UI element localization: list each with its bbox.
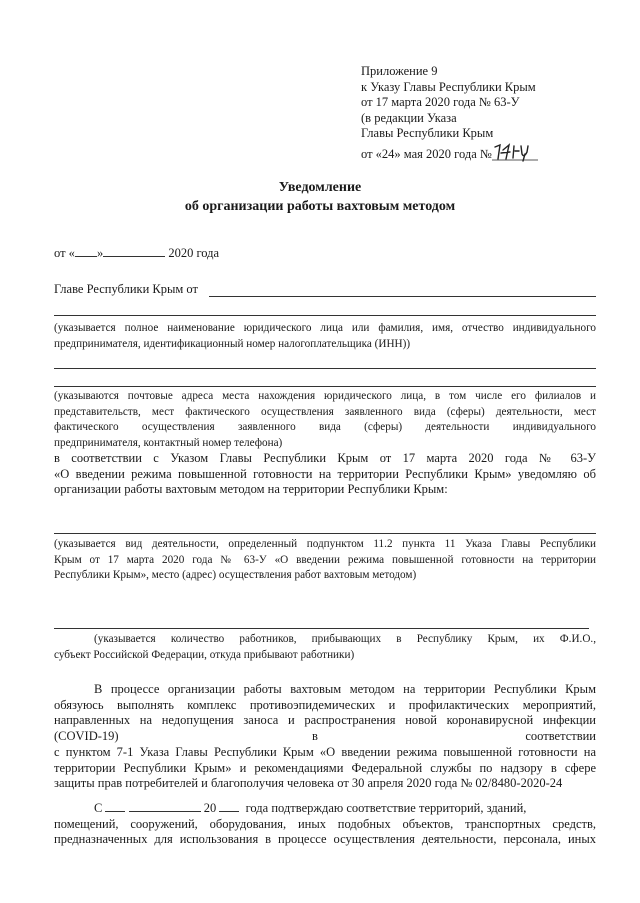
day-blank (75, 256, 97, 257)
annex-line (361, 142, 538, 163)
date-middle: » (96, 246, 104, 260)
note-line: предпринимателя, контактный номер телефона) (54, 436, 283, 449)
note-workers (54, 632, 596, 663)
notification-paragraph (54, 451, 596, 498)
note-activity (54, 537, 596, 584)
paragraph-line: предназначенных для использования в процессе осуществления деятельности, персонала, иных (54, 832, 596, 847)
year-blank (219, 811, 239, 812)
note-line: Крым от 17 марта 2020 года № 63-У «О введении режима повышенной готовности на территории (54, 553, 596, 566)
paragraph-line (54, 729, 596, 745)
document-subtitle: об организации работы вахтовым методом (184, 199, 456, 214)
obligation-paragraph (54, 682, 596, 792)
note-line: предпринимателя, идентификационный номер налогоплательщика (ИНН)) (54, 337, 411, 350)
paragraph-line: «О введении режима повышенной готовности на территории Республики Крым» уведомляю об (54, 466, 596, 481)
note-line: фактического осуществления заявленного вида (сферы) деятельности индивидуального (54, 421, 596, 433)
date-line (54, 246, 219, 261)
note-line: (указывается полное наименование юридического лица или фамилия, имя, отчество индивидуального (54, 322, 596, 334)
annex-line-text: от «24» мая 2020 года № (361, 146, 492, 161)
annex-line: Приложение 9 (361, 64, 438, 78)
paragraph-line: обязуюсь выполнять комплекс противоэпидемических и профилактических мероприятий, (54, 697, 596, 712)
fill-line (54, 315, 596, 316)
date-prefix: от « (54, 246, 75, 260)
note-legal-entity (54, 321, 596, 352)
paragraph-word: С (94, 801, 103, 815)
paragraph-word: (COVID-19) (54, 729, 119, 744)
annex-block (361, 64, 538, 163)
fill-line (54, 533, 596, 534)
note-line: (указываются почтовые адреса места нахождения юридического лица, в том числе его филиалов и (54, 390, 596, 402)
paragraph-line: в соответствии с Указом Главы Республики Крым от 17 марта 2020 года № 63-У (54, 451, 596, 465)
date-suffix: 2020 года (165, 246, 220, 260)
annex-line: Главы Республики Крым (361, 126, 494, 141)
month-blank (103, 256, 165, 257)
annex-line: (в редакции Указа (361, 110, 457, 125)
paragraph-line: защиты прав потребителей и благополучия человека от 30 апреля 2020 года № 02/8480-2020-24 (54, 776, 563, 791)
compliance-paragraph (54, 801, 596, 848)
paragraph-line: В процессе организации работы вахтовым методом на территории Республики Крым (94, 682, 596, 696)
document-title: Уведомление (278, 180, 362, 195)
note-line: Республики Крым», место (адрес) осуществления работ вахтовым методом) (54, 569, 417, 581)
note-line: (указывается количество работников, прибывающих в Республику Крым, их Ф.И.О., (94, 633, 596, 645)
day-blank (105, 811, 125, 812)
note-addresses (54, 389, 596, 451)
paragraph-word: 20 (203, 801, 217, 815)
note-line: представительств, мест фактического осуществления заявленного вида (сферы) деятельности, мест (54, 405, 596, 418)
annex-line: к Указу Главы Республики Крым (361, 79, 536, 94)
addressee-label: Главе Республики Крым от (54, 282, 198, 296)
paragraph-line: направленных на недопущения заноса и распространения новой коронавирусной инфекции (54, 713, 596, 728)
paragraph-word: в (312, 729, 318, 744)
paragraph-word: года подтверждаю соответствие территорий, зданий, (245, 801, 527, 815)
note-line: (указывается вид деятельности, определенный подпунктом 11.2 пункта 11 Указа Главы Республики (54, 538, 596, 550)
handwritten-number-mark (492, 142, 538, 162)
annex-line: от 17 марта 2020 года № 63-У (361, 95, 520, 110)
paragraph-line: организации работы вахтовым методом на территории Республики Крым: (54, 482, 448, 497)
paragraph-word: соответствии (525, 729, 596, 744)
fill-line (54, 628, 589, 629)
paragraph-line (54, 801, 596, 817)
fill-line (54, 386, 596, 387)
paragraph-line: с пунктом 7-1 Указа Главы Республики Крым «О введении режима повышенной готовности на (54, 744, 596, 759)
addressee-blank-line (209, 296, 596, 297)
fill-line (54, 368, 596, 369)
note-line: субъект Российской Федерации, откуда прибывают работники) (54, 648, 355, 661)
paragraph-line: территории Республики Крым» и рекомендациями Федеральной службы по надзору в сфере (54, 760, 596, 775)
paragraph-line: помещений, сооружений, оборудования, иных подобных объектов, транспортных средств, (54, 816, 596, 831)
handwritten-number (492, 142, 538, 163)
month-blank (129, 811, 201, 812)
